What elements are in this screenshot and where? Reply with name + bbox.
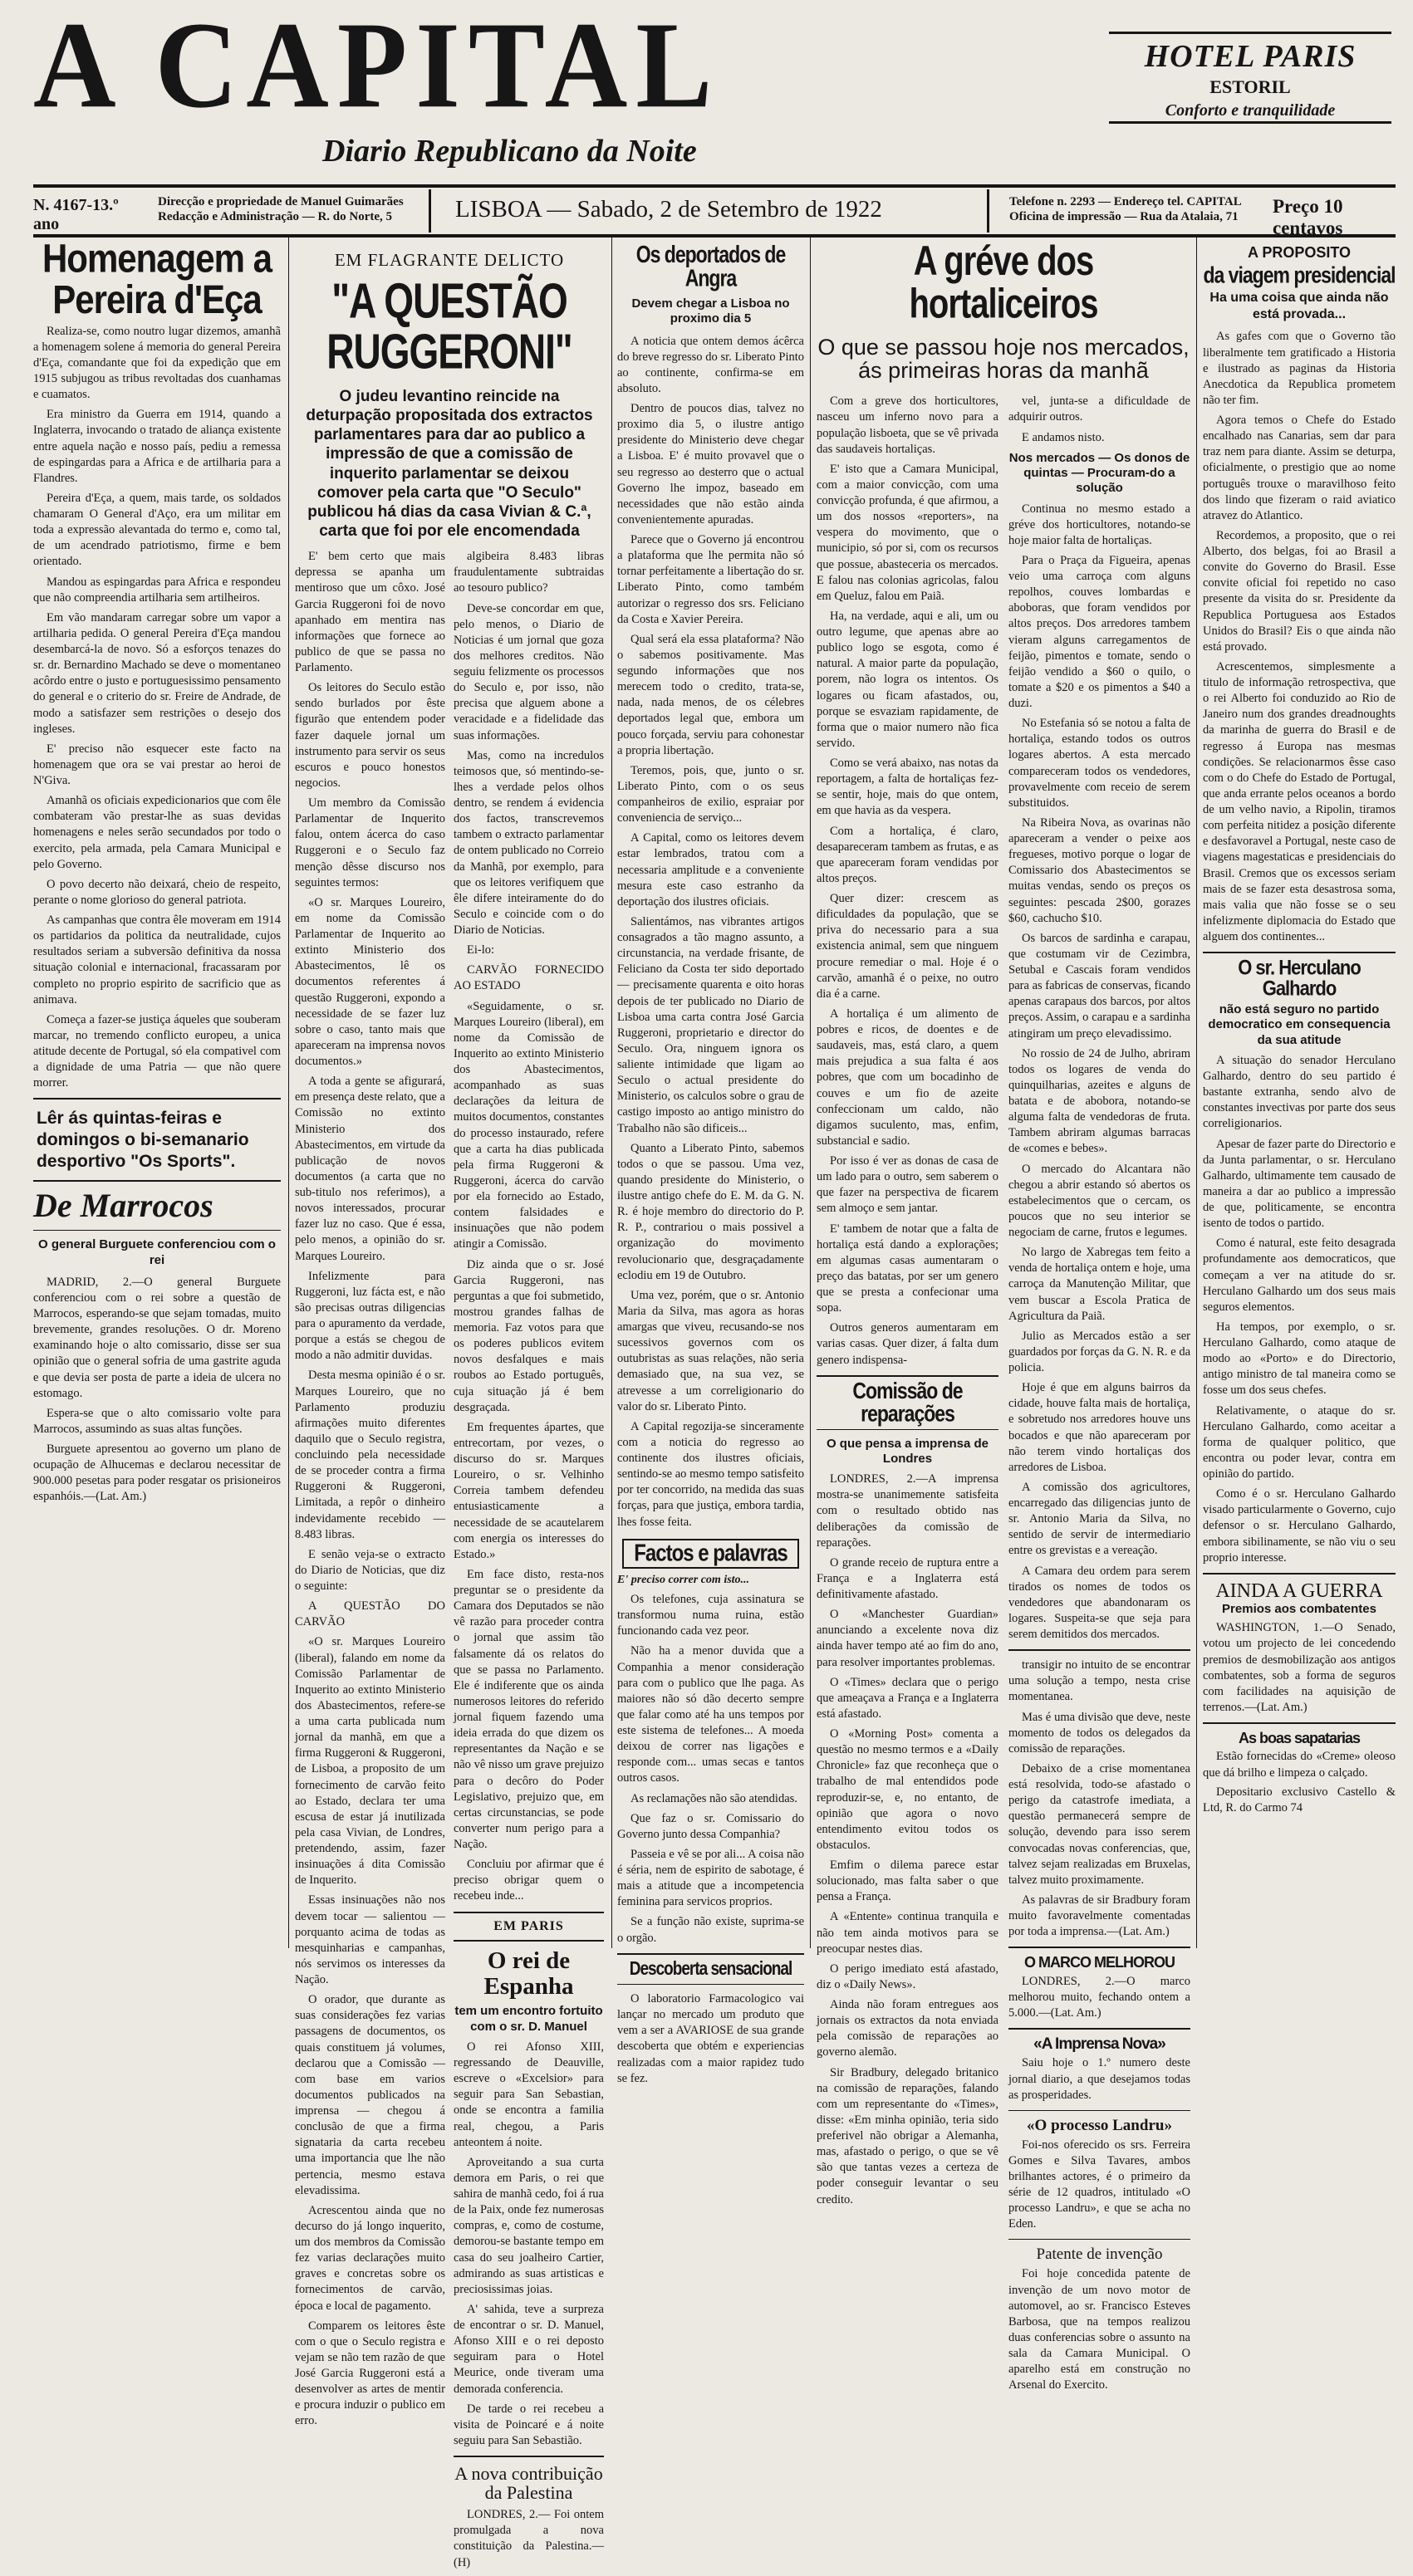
kicker-paris: EM PARIS: [493, 1918, 564, 1933]
deck-king-spain: tem um encontro fortuito com o sr. D. Manuel: [454, 2004, 603, 2034]
paragraph: Mas é uma divisão que deve, neste momento de todos os delegados da comissão de reparações.: [1008, 1710, 1190, 1756]
kicker-flagrante: EM FLAGRANTE DELICTO: [334, 250, 565, 270]
article-patente: Foi hoje concedida patente de invenção de um novo motor de automovel, ao sr. Francisco Esteves Barbosa, que na tempos realizou duas conferencias sobre o assunto na sala da Camara Municipal. O aparelho está em construção no Arsenal do Exercito.: [1008, 2267, 1190, 2392]
paragraph: O «Times» declara que o perigo que ameaçava a França e a Inglaterra está afastado.: [817, 1675, 998, 1721]
headline-galhardo: O sr. Herculano Galhardo: [1238, 955, 1361, 1002]
paragraph: CARVÃO FORNECIDO AO ESTADO: [454, 963, 604, 993]
rule: [454, 1940, 604, 1942]
paragraph: Concluiu por afirmar que é preciso obrigar quem o recebeu inde...: [454, 1858, 604, 1903]
deck-mercados: Nos mercados — Os donos de quintas — Procuram-do a solução: [1008, 450, 1190, 496]
paragraph: Que faz o sr. Comissario do Governo junto dessa Companhia?: [617, 1811, 804, 1841]
paragraph: «O sr. Marques Loureiro (liberal), falando em nome da Comissão Parlamentar de Inquerito ao extinto Ministerio dos Abastecimentos, refere-se a uma carta publicada num jornal da manhã, em que a firma Ruggeroni & Ruggeroni, de Lisboa, a proposito de um fornecimento de carvão feito ao Estado, declara ter uma escusa de estar já inutilizada pela casa Vivian, de Londres, pretendendo, assim, fazer insinuações á dita Comissão de Inquerito.: [295, 1635, 445, 1888]
headline-imprensa-nova: «A Imprensa Nova»: [1033, 2035, 1165, 2054]
rule: [1008, 2028, 1190, 2030]
rule: [33, 1098, 281, 1099]
paragraph: As gafes com que o Governo tão liberalmente tem gratificado a Historia e ilustrado as paginas da Historia Anecdotica da Republica prometem não ter fim.: [1203, 330, 1396, 407]
article-ruggeroni-right: [454, 549, 604, 2575]
paragraph: A hortaliça é um alimento de pobres e ricos, de doentes e de saudaveis, mas, está claro, a quem mais prejudica a sua falta é aos pobres, que com um bocadinho de couves e um fio de azeite confeccionam um caldo, não digamos suculento, mas, enfim, substancial e sadio.: [817, 1006, 998, 1148]
column-divider: [288, 238, 289, 1948]
paragraph: Realiza-se, como noutro lugar dizemos, amanhã a homenagem solene á memoria do general Pereira d'Eça, comandante que foi da expedição que em 1915 subjugou as tribus revoltadas dos cuanhamas e cuamatos.: [33, 324, 281, 402]
paragraph: Emfim o dilema parece estar solucionado, mas falta saber o que pensa a França.: [817, 1859, 998, 1904]
article-factos: [617, 1592, 804, 1947]
paragraph: Comparem os leitores êste com o que o Seculo registra e vejam se não tem razão de que José Garcia Ruggeroni está a desenvolver as artes de mentir e procura induzir o publico em erro.: [295, 2319, 445, 2428]
paragraph: Aproveitando a sua curta demora em Paris, o rei que sahira de manhã cedo, foi á rua de la Paix, onde fez numerosas compras, e, como de costume, demorou-se bastante tempo em casa do seu joalheiro Cartier, admirando as suas artisticas e preciosissimas joias.: [454, 2155, 604, 2296]
paragraph: Acrescentou ainda que no decurso do já longo inquerito, um dos membros da Comissão fez varias declarações muito graves e concretas sobre os fornecimentos de carvão, época e local de pagamento.: [295, 2203, 445, 2313]
article-guerra: WASHINGTON, 1.—O Senado, votou um projecto de lei concedendo premios de desmobilização aos antigos combatentes, sob a forma de seguros com facilidades na aquisição de terrenos.—(Lat. Am.): [1203, 1621, 1396, 1714]
paragraph: As campanhas que contra êle moveram em 1914 os partidarios da politica da neutralidade, cujos resultados seriam a subversão definitiva da nossa situação colonial e internacional, fracassaram por completo no proprio espirito de sacrificio que as animava.: [33, 913, 281, 1006]
rule: [33, 1230, 281, 1231]
paragraph: A QUESTÃO DO CARVÃO: [295, 1599, 445, 1629]
deck-greve: O que se passou hoje nos mercados, ás primeiras horas da manhã: [817, 334, 1190, 383]
paragraph: Dentro de poucos dias, talvez no proximo dia 5, o ilustre antigo presidente do Ministerio deve chegar a Lisboa. E' é muito provavel que o seu regresso ao desterro que o actual Governo lhe impoz, baseado em necessidades que não estão ainda convenientemente apuradas.: [617, 402, 804, 526]
paragraph: E' isto que a Camara Municipal, com a maior convicção, com uma convicção profunda, é que afirmou, a um dos nossos «reporters», na vespera do movimento, que o municipio, só por si, com os recursos que possue, abasteceria os mercados. E falou nas colonias agricolas, falou em Queluz, falou em Paiã.: [817, 462, 998, 603]
headline-reparacoes: Comissão de reparações: [852, 1377, 963, 1427]
paragraph: E' tambem de notar que a falta de hortaliça está dando a explorações; em algumas casas aumentaram o preço das batatas, por ser um genero que se presta a confecionar uma sopa.: [817, 1222, 998, 1315]
paragraph: O mercado do Alcantara não chegou a abrir estando só abertos os estabelecimentos que o cercam, os poucos que no seu interior se negociam de carne, frutos e legumes.: [1008, 1162, 1190, 1240]
hotel-advert-tagline: Conforto e tranquilidade: [1165, 101, 1336, 120]
paragraph: As reclamações não são atendidas.: [630, 1791, 797, 1805]
paragraph: Começa a fazer-se justiça áqueles que souberam marcar, no tremendo conflicto europeu, a unica atitude decente de Portugal, só ela compativel com a dignidade de uma Patria — que não quere morrer.: [33, 1012, 281, 1090]
paragraph: Em vão mandaram carregar sobre um vapor a artilharia pedida. O general Pereira d'Eça mandou desembarcá-la de novo. Só a esforços tenazes do sr. dr. Bernardino Machado se deve o momentaneo acôrdo entre o justo e portuguesissimo pensamento do general e o criterio do sr. Freire de Andrade, de modo a satisfazer sem restrições o desejo dos ingleses.: [33, 610, 281, 736]
paragraph: Recordemos, a proposito, que o rei Alberto, dos belgas, foi ao Brasil a convite do Governo do Brasil. Esse convite oficial foi repetido no caso presente da visita do sr. Presidente da Republica Portuguesa aos Estados Unidos do Brasil? Eis o que ainda não está provado.: [1203, 528, 1396, 654]
paragraph: Por isso é ver as donas de casa de um lado para o outro, sem saberem o que fazer na perspectiva de ficarem sem almoço e sem jantar.: [817, 1154, 998, 1216]
paragraph: A comissão dos agricultores, encarregado das diligencias junto de sr. Antonio Maria da Silva, no sentido de servir de intermediario entre os grevistas e a vereação.: [1008, 1480, 1190, 1558]
headline-greve: A gréve dos hortaliceiros: [909, 238, 1098, 327]
paragraph: Para o Praça da Figueira, apenas veio uma carroça com alguns repolhos, couves lombardas e aboboras, que foram vendidos por altos preços. Dos arredores tambem vieram alguns carregamentos de feijão, pimentos e tomate, sendo o feijão vendido a $60 o quilo, o tomate a $20 e os pimentos a $40 a duzi.: [1008, 553, 1190, 711]
paragraph: Uma vez, porém, que o sr. Antonio Maria da Silva, mas agora as horas amargas que viveu, recusando-se nos sucessivos governos com os outubristas as suas relações, não seria demasiado que, na sua vez, se atrevesse a um correligionario do valor do sr. Liberato Pinto.: [617, 1288, 804, 1413]
article-descoberta: O laboratorio Farmacologico vai lançar no mercado um produto que vem a ser a AVARIOSE de sua grande descoberta que obtém e experiencias realizadas com a maior rapidez tudo se fez.: [617, 1992, 804, 2085]
article-marco: LONDRES, 2.—O marco melhorou muito, fechando ontem a 5.000.—(Lat. Am.): [1008, 1974, 1190, 2020]
paragraph: O orador, que durante as suas considerações fez varias passagens de documentos, os quais constituem já volumes, declarou que a Comissão — com base em varios documentos publicados na imprensa — chegou á conclusão de que a firma signataria da carta recebeu uma importancia que lhe não pertencia, mesmo estava elevadissima.: [295, 1993, 445, 2197]
hotel-advert-name: HOTEL PARIS: [1144, 39, 1357, 74]
paragraph: Debaixo de a crise momentanea está resolvida, todo-se afastado o perigo da catastrofe imediata, a questão permanecerá sempre de solução, devendo para isso serem convocadas novas conferencias, que, talvez sejam realizadas em Bruxelas, talvez muito proximamente.: [1008, 1761, 1190, 1887]
paragraph: Como é o sr. Herculano Galhardo visado particularmente o Governo, cujo defensor o sr. Herculano Galhardo, embora sibilinamente, se não viu o seu proprio interesse.: [1203, 1487, 1396, 1565]
paragraph: De tarde o rei recebeu a visita de Poincaré e á noite seguiu para San Sebastião.: [454, 2402, 604, 2447]
column-pereira-deca: [33, 235, 281, 1946]
paragraph: transigir no intuito de se encontrar uma solução a tempo, nesta crise momentanea.: [1008, 1658, 1190, 1704]
paragraph: As palavras de sir Bradbury foram muito favoravelmente comentadas por toda a imprensa.—(Lat. Am.): [1008, 1893, 1190, 1939]
paragraph: Os barcos de sardinha e carapau, que costumam vir de Cezimbra, Setubal e Cascais foram vendidos para as fabricas de conservas, ficando apenas carapaus dos barcos, por altos preços. Assim, o carapau e a sardinha atingiram um preço elevadissimo.: [1008, 931, 1191, 1041]
paragraph: Hoje é que em alguns bairros da cidade, houve falta mais de hortaliça, e sobretudo nos arredores houve uns bocados e que não apareceram por não terem vindo hortaliças dos arredores de Lisboa.: [1008, 1381, 1190, 1474]
hotel-advert-place: ESTORIL: [1209, 76, 1291, 97]
paragraph: Como se verá abaixo, nas notas da reportagem, a falta de hortaliças fez-se sentir, hoje, mais do que ontem, em que havia as da vespera.: [817, 757, 998, 818]
headline-palestine: A nova contribuição da Palestina: [454, 2463, 603, 2504]
direction-line: [158, 194, 424, 224]
paragraph: O rei Afonso XIII, regressando de Deauville, escreve o «Excelsior» para seguir para San Sebastian, onde se encontra a familia real, chegou, a Paris anteontem á noite.: [454, 2040, 604, 2149]
paragraph: Ha, na verdade, aqui e ali, um ou outro legume, que apenas abre ao publico logo se esgota, como é natural. A maior parte da população, porem, não logra os intentos. Os logares ou ficam afastados, ou, porque se esvaziam rapidamente, de forma que o maior numero não fica servido.: [817, 609, 998, 750]
rule: [617, 1953, 804, 1955]
paragraph: Acrescentemos, simplesmente a titulo de informação retrospectiva, que o rei Alberto foi conduzido ao Rio de Janeiro num dos grandes dreadnoughts da marinha de guerra do Brasil e de regresso á Europa nas mesmas condições. Se relacionarmos êsse caso com o do Chefe do Estado de Portugal, que anda errante pelos oceanos a bordo de um velho navio, a Ripolin, tiramos com perfeita nitidez a posição diferente e desfavoravel a Portugal, neste caso de viagens magestaticas e presidenciais do Brasil. Cremos que os excessos seriam mais de se fazer esta desastrosa soma, mais valia que não fosse se o seu infelizmente diplomacia do Estado que alguem dos continentes...: [1203, 659, 1396, 944]
deck-guerra: Premios aos combatentes: [1222, 1602, 1376, 1617]
rule: [817, 1429, 998, 1430]
dateline: LISBOA — Sabado, 2 de Setembro de 1922: [455, 196, 882, 223]
paragraph: A «Entente» continua tranquila e não tem ainda motivos para se preocupar nestes dias.: [817, 1910, 998, 1956]
paragraph: Essas insinuações não nos devem tocar — salientou — porquanto acima de todas as mesquinharias e campanhas, nós servimos os interesses da Nação.: [295, 1893, 445, 1987]
contact-line: [1009, 194, 1267, 224]
paragraph: E' bem certo que mais depressa se apanha um mentiroso que um côxo. José Garcia Ruggeroni foi de novo apanhado em mentira nas informações que fornece ao publico de que se passa no Parlamento.: [295, 550, 445, 675]
paragraph: «O sr. Marques Loureiro, em nome da Comissão Parlamentar de Inquerito ao extinto Ministerio dos Abastecimentos, lê os documentos referentes á questão Ruggeroni, expondo a necessidade de se fazer luz sobre o caso, tanto mais que apareceram na imprensa novos documentos.»: [295, 895, 445, 1069]
article-king-spain: [454, 2040, 604, 2449]
paragraph: Burguete apresentou ao governo um plano de ocupação de Alhucemas e declarou necessitar de 900.000 pesetas para poder resgatar os prisioneiros espanhóis.—(Lat. Am.): [33, 1442, 281, 1504]
article-morocco: [33, 1275, 281, 1506]
paragraph: A' sahida, teve a surpreza de encontrar o sr. D. Manuel, Afonso XIII e o rei deposto seguiram para o Hotel Meurice, onde tiveram uma demorada conferencia.: [454, 2302, 604, 2396]
column-greve: [817, 238, 1191, 2392]
hotel-advert: [1109, 32, 1391, 133]
headline-descoberta: Descoberta sensacional: [629, 1958, 792, 1980]
info-divider: [429, 189, 431, 233]
paragraph: A situação do senador Herculano Galhardo, dentro do seu partido é bastante extranha, sendo alvo de constantes invectivas por parte dos seus correligionarios.: [1203, 1053, 1396, 1131]
deck-galhardo: não está seguro no partido democratico em consequencia da sua atitude: [1208, 1002, 1391, 1047]
article-greve-continued: [1008, 394, 1190, 445]
paragraph: Os telefones, cuja assinatura se transformou numa ruina, estão funcionando cada vez peor.: [617, 1593, 804, 1638]
paragraph: Era ministro da Guerra em 1914, quando a Inglaterra, invocando o tratado de aliança existente entre aquela nação e nosso país, pediu a remessa de espingardas para a Africa e de artilharia para a Flandres.: [33, 408, 281, 485]
paragraph: Apesar de fazer parte do Directorio e da Junta parlamentar, o sr. Herculano Galhardo, ultimamente tem causado de maneira a dar ao publico a impressão de que, politicamente, se encontra isento de todos o partido.: [1203, 1137, 1396, 1231]
headline-pereira-deca: Homenagem a Pereira d'Eça: [42, 235, 272, 322]
article-deportados: [617, 334, 804, 1530]
article-viagem: [1203, 329, 1396, 945]
article-pereira-deca: [33, 324, 281, 1092]
paragraph: Sir Bradbury, delegado britanico na comissão de reparações, falando com um representante do «Times», disse: «Em minha opinião, teria sido preferivel não obrigar a Alemanha, mas, afastado o perigo, o que se vê são que tantas vezes a certeza de poder conseguir levantar o seu credito.: [817, 2065, 998, 2206]
paragraph: Quanto a Liberato Pinto, sabemos todos o que se passou. Uma vez, quando presidente do Ministerio, o ilustre antigo chefe do E. M. da G. N. R. é hoje membro do directorio do P. R. P., contrariou o mais possivel a organização do movimento revolucionario que, desgraçadamente eclodiu em 19 de Outubro.: [617, 1141, 804, 1282]
paragraph: Deve-se concordar em que, pelo menos, o Diario de Noticias é um jornal que goza dos melhores creditos. Não seguiu felizmente os processos do Seculo e, por isso, não precisa que alguem abone a veracidade e a fidelidade das suas informações.: [454, 601, 604, 742]
headline-deportados: Os deportados de Angra: [635, 240, 786, 292]
paragraph: Agora temos o Chefe do Estado encalhado nas Canarias, sem dar para traz nem para diante. Assim se deturpa, oficialmente, o prestigio que ao nome português trouxe o maravilhoso feito dos lindo que fizeram o raid aviatico atravez do Atlantico.: [1203, 414, 1396, 522]
paragraph: Como é natural, este feito desagrada profundamente aos democraticos, que começam a ver na atitude do sr. Herculano Galhardo um dos seus mais seguros elementos.: [1203, 1237, 1396, 1314]
masthead-subtitle: Diario Republicano da Noite: [322, 134, 697, 169]
direction-text: Direcção e propriedade de Manuel Guimarães: [158, 195, 404, 208]
column-divider: [611, 238, 612, 1948]
paragraph: Salientámos, nas vibrantes artigos consagrados a tão magno assunto, a circunstancia, na verdade frisante, de Feliciano da Costa ter sido deportado — precisamente quarenta e oito horas depois de ter publicado no Diario de Lisboa uma carta contra José Garcia Ruggeroni, proprietario e director do Seculo. Ora, ninguem ignora os saliente intimidade que ligam ao Seculo o actual presidente do Ministerio, os calculos sobre o grau de castigo imposto ao antigo ministro do Trabalho não são dificeis...: [617, 914, 804, 1135]
headline-viagem: da viagem presidencial: [1203, 262, 1396, 288]
paragraph: O perigo imediato está afastado, diz o «Daily News».: [817, 1961, 998, 1991]
rule: [33, 1180, 281, 1182]
article-reparacoes-continued: [1008, 1658, 1190, 1940]
kicker-proposito: A PROPOSITO: [1247, 244, 1352, 261]
paragraph: Em frequentes ápartes, que entrecortam, por vezes, o discurso do sr. Marques Loureiro, o sr. Velhinho Correia tambem defendeu entusiasticamente a necessidade de se acautelarem com energia os interesses do Estado.»: [454, 1420, 604, 1561]
paragraph: Diz ainda que o sr. José Garcia Ruggeroni, nas perguntas a que foi submetido, mostrou grandes falhas de memoria. Faz votos para que os poderes publicos evitem novos desfalques e mais roubos ao Estado português, cuja situação já é bem desgraçada.: [454, 1257, 604, 1414]
paragraph: A Camara deu ordem para serem tirados os nomes de todos os vendedores que abandonaram os logares. Suspeita-se que seja para serem demitidos dos mercados.: [1008, 1564, 1190, 1642]
paragraph: Ei-lo:: [467, 943, 495, 957]
rule: [1008, 1649, 1190, 1651]
rule: [1008, 2110, 1190, 2111]
deck-deportados: Devem chegar a Lisboa no proximo dia 5: [631, 296, 790, 326]
paragraph: O «Morning Post» comenta a questão no mesmo termos e a «Daily Chronicle» faz que reconheça que o trabalho de mal entendidos pode reproduzir-se, e, no entanto, de opinião que agora o novo entendimento evitou todos os obstaculos.: [817, 1727, 998, 1852]
headline-ruggeroni: "A QUESTÃO RUGGERONI": [326, 272, 572, 380]
article-sapatarias: Estão fornecidas do «Creme» oleoso que dá brilho e limpeza o calçado.: [1203, 1750, 1396, 1780]
headline-factos: Factos e palavras: [634, 1539, 787, 1567]
sapatarias-depot: Depositario exclusivo Castello & Ltd, R. do Carmo 74: [1203, 1785, 1396, 1814]
paragraph: No rossio de 24 de Julho, abriram todos os logares de venda do quinquilharias, azeites e alguns de batata e de abobora, notando-se alguma falta de vendedoras de fruta. Tambem abriram algumas barracas de «comes e bebes».: [1008, 1046, 1190, 1156]
paragraph: O «Manchester Guardian» anunciando a excelente nova diz ainda haver tempo até ao fim do ano, para resolver importantes problemas.: [817, 1608, 998, 1669]
deck-reparacoes: O que pensa a imprensa de Londres: [826, 1436, 989, 1466]
paragraph: Não ha a menor duvida que a Companhia a menor consideração para com o publico que lhe paga. As maiores não só dão decerto sempre que falar como até ha uns tempos por este sistema de telefones... A moeda deixou de correr nas ligações e responde com... umas secas e tantos outros casos.: [617, 1644, 804, 1785]
paragraph: No Estefania só se notou a falta de hortaliça, estando todos os outros logares abertos. A esta mercado compareceram todos os vendedores, provavelmente com receio de serem substituidos.: [1008, 717, 1190, 810]
paragraph: Pereira d'Eça, a quem, mais tarde, os soldados chamaram O General d'Aço, era um militar em toda a expressão alevantada do termo e, como tal, de um acendrado patriotismo, firme e bem orientado.: [33, 491, 281, 569]
column-deportados: [617, 239, 804, 2085]
phone-text: Telefone n. 2293 — Endereço tel. CAPITAL: [1009, 195, 1242, 208]
paragraph: Mandou as espingardas para Africa e respondeu que não compreendia artilharia sem artilheiros.: [33, 575, 281, 605]
paragraph: Infelizmente para Ruggeroni, luz fácta est, e não são precisas outras diligencias para o apuramento da verdade, porque a estás se chegou de modo a não admitir duvidas.: [295, 1269, 445, 1363]
paragraph: A noticia que ontem demos ácêrca do breve regresso do sr. Liberato Pinto ao continente, confirma-se em absoluto.: [617, 334, 804, 395]
rule: [817, 1375, 998, 1377]
top-rule: [33, 184, 1396, 188]
article-imprensa-nova: Saiu hoje o 1.º numero deste jornal diario, a que desejamos todas as prosperidades.: [1008, 2056, 1190, 2102]
article-palestine: LONDRES, 2.— Foi ontem promulgada a nova constituição da Palestina.—(H): [454, 2508, 604, 2569]
paragraph: A Capital, como os leitores devem estar lembrados, tratou com a necessaria amplitude e a conveniente mesura este caso estranho da deportação dos ilustres oficiais.: [617, 831, 804, 908]
paragraph: LONDRES, 2.—A imprensa mostra-se unanimemente satisfeita com o resultado obtido nas deliberações da comissão de reparações.: [817, 1472, 998, 1550]
paragraph: Com a greve dos horticultores, nasceu um inferno novo para a população lisboeta, que se vê privada das saudaveis hortaliças.: [817, 394, 998, 456]
printing-text: Oficina de impressão — Rua da Atalaia, 71: [1009, 210, 1239, 223]
headline-sapatarias: As boas sapatarias: [1238, 1730, 1361, 1747]
redaction-text: Redacção e Administração — R. do Norte, 5: [158, 210, 393, 223]
paragraph: E' preciso não esquecer este facto na homenagem que ora se vai prestar ao heroi de N'Giva.: [33, 742, 281, 788]
article-greve-left: [817, 394, 998, 2397]
paragraph: Se a função não existe, suprima-se o orgão.: [617, 1915, 804, 1945]
paragraph: No largo de Xabregas tem feito a venda de hortaliça ontem e hoje, uma carroça da Manutenção Militar, que vem buscar a Escola Pratica de Agricultura da Paiã.: [1008, 1246, 1190, 1323]
article-mercados: [1008, 502, 1190, 1643]
rule: [454, 2456, 604, 2457]
article-greve-body: [817, 394, 998, 1368]
headline-patente: Patente de invenção: [1036, 2245, 1163, 2264]
paragraph: E senão veja-se o extracto do Diario de Noticias, que diz o seguinte:: [295, 1547, 445, 1594]
deck-morocco: O general Burguete conferenciou com o rei: [38, 1237, 276, 1267]
paragraph: Na Ribeira Nova, as ovarinas não apareceram a vender o peixe aos fregueses, motivo porque o logar de Comissario dos Abastecimentos se muitas vendas, sendo os preços os seguintes: pescada 2$00, gorazes $60, cachucho $10.: [1008, 815, 1190, 925]
paragraph: Com a hortaliça, é claro, desapareceram tambem as frutas, e as que apareceram foram vendidas por altos preços.: [817, 824, 998, 885]
headline-landru: «O processo Landru»: [1027, 2116, 1172, 2134]
info-divider: [987, 189, 989, 233]
price: Preço 10 centavos: [1273, 196, 1343, 238]
paragraph: A toda a gente se afigurará, em presença deste relato, que a Comissão no extinto Ministerio dos Abastecimentos, em virtude da publicação de novos documentos (a carta que no sub-titulo nos referimos), a novos interessados, procurar fazer luz no caso. Que é essa, pelo menos, a opinião do sr. Marques Loureiro.: [295, 1075, 445, 1263]
paragraph: Julio as Mercados estão a ser guardados por forças da G. N. R. e da policia.: [1008, 1329, 1190, 1375]
paragraph: Mas, como na incredulos teimosos que, só mentindo-se-lhes a verdade pelos olhos dentro, se rendem á evidencia dos factos, transcrevemos tambem o extracto parlamentar de ontem publicado no Correio da Manhã, por exemplo, para que os leitores verifiquem que êle difere inteiramente do do Seculo e coincide com o do Diario de Noticias.: [454, 748, 604, 938]
paragraph: Espera-se que o alto comissario volte para Marrocos, assumindo as suas altas funções.: [33, 1406, 281, 1436]
headline-morocco: De Marrocos: [33, 1187, 213, 1225]
article-ruggeroni-left: [295, 549, 445, 2575]
paragraph: O povo decerto não deixará, cheio de respeito, perante o nome glorioso do general patriota.: [33, 877, 281, 907]
paragraph: Continua no mesmo estado a gréve dos horticultores, notando-se hoje maior falta de hortaliças.: [1008, 502, 1190, 547]
paragraph: Parece que o Governo já encontrou a plataforma que lhe permita não só tornar perfeitamente a libertação do sr. Liberato Pinto, como também autorizar o regresso dos srs. Feliciano da Costa e Xavier Pereira.: [617, 533, 804, 626]
paragraph: Amanhã os oficiais expedicionarios que com êle combateram vão prestar-lhe as suas devidas homenagens e neles serão secundados por todo o exercito, pela armada, pela Camara Municipal e pelo Governo.: [33, 794, 281, 871]
headline-marco: O MARCO MELHOROU: [1024, 1954, 1175, 1971]
paragraph: O grande receio de ruptura entre a França e a Inglaterra está definitivamente afastado.: [817, 1555, 998, 1602]
paragraph: Relativamente, o ataque do sr. Herculano Galhardo, como aceitar a forma de qualquer politico, que encontra ou poder levar, contra em opinião do partido.: [1203, 1403, 1396, 1481]
paragraph: Desta mesma opinião é o sr. Marques Loureiro, que no Parlamento produziu afirmações muito diferentes daquilo que o Seculo registra, concluindo pela necessidade de se proceder contra a firma Ruggeroni & Ruggeroni, Limitada, a repôr o dinheiro indevidamente recebido — 8.483 libras.: [295, 1369, 445, 1541]
rule: [1008, 2239, 1190, 2240]
masthead-title: A CAPITAL: [33, 0, 721, 134]
article-landru: Foi-nos oferecido os srs. Ferreira Gomes e Silva Tavares, ambos brilhantes actores, é o primeiro da série de 12 quadros, intitulado «O processo Landru», e que se acha no Eden.: [1008, 2138, 1190, 2231]
rule: [1203, 952, 1396, 953]
paragraph: E andamos nisto.: [1022, 430, 1105, 444]
article-ruggeroni-body: [454, 549, 604, 1904]
deck-ruggeroni: O judeu levantino reincide na deturpação propositada dos extractos parlamentares para dar ao publico a impressão de que a comissão de inquerito parlamentar se deixou comover pela carta que "O Seculo" publicou há dias da casa Vivian & C.ª, carta que foi por ele encomendada: [306, 387, 593, 541]
issue-number: N. 4167-13.º ano: [33, 196, 119, 233]
rule: [1008, 1947, 1190, 1948]
paragraph: Um membro da Comissão Parlamentar de Inquerito falou, ontem ácerca do caso Ruggeroni e o Seculo faz menção dêsse discurso nos seguintes termos:: [295, 796, 445, 889]
rule: [617, 1984, 804, 1985]
column-ruggeroni: [295, 239, 604, 2569]
deck-viagem: Ha uma coisa que ainda não está provada...: [1209, 291, 1389, 321]
paragraph: algibeira 8.483 libras fraudulentamente subtraidas ao tesouro publico?: [454, 550, 604, 595]
column-divider: [810, 238, 811, 1948]
column-divider: [1196, 238, 1197, 1948]
column-viagem: [1203, 239, 1396, 1946]
sports-notice: Lêr ás quintas-feiras e domingos o bi-semanario desportivo "Os Sports".: [37, 1109, 249, 1171]
article-galhardo: [1203, 1053, 1396, 1566]
headline-guerra: AINDA A GUERRA: [1215, 1579, 1383, 1602]
paragraph: MADRID, 2.—O general Burguete conferenciou com o rei sobre a questão de Marrocos, esperando-se que sejam tomadas, muito brevemente, grandes resoluções. O dr. Moreno examinando hoje o alto comissario, disse ser sua opinião que o general sofria de uma gastrite aguda e que devia ser posta de parte a ideia de ulcera no estomago.: [33, 1275, 281, 1400]
rule: [454, 1912, 604, 1913]
box-factos: [622, 1539, 799, 1569]
paragraph: Teremos, pois, que, junto o sr. Liberato Pinto, com o os seus companheiros de exilio, espraiar por conveniencia de serviço...: [617, 763, 804, 825]
paragraph: Os leitores do Seculo estão sendo burlados por êste figurão que entendem poder fazer daquele jornal um instrumento para servir os seus escuros e pouco honestos negocios.: [295, 681, 445, 790]
rule: [1203, 1722, 1396, 1724]
paragraph: Ha tempos, por exemplo, o sr. Herculano Galhardo, como ataque de modo ao «Porto» e do Directorio, antigo ministro de tal maneira como se fosse um dos seus chefes.: [1203, 1320, 1396, 1398]
article-greve-right: [1008, 394, 1190, 2397]
kicker-factos: E' preciso correr com isto...: [617, 1574, 750, 1587]
paragraph: A Capital regozija-se sinceramente com a noticia do regresso ao continente dos ilustres oficiais, sentindo-se ao mesmo tempo satisfeito por ter concorrido, na medida das suas forças, para que justiça, embora tardia, lhes fosse feita.: [617, 1419, 804, 1529]
paragraph: Quer dizer: crescem as dificuldades da população, que se priva do necessario para a sua existencia animal, sem que ninguem procure remediar o mal. Hoje é o carvão, amanhã é o peixe, no outro dia é a carne.: [817, 892, 998, 1001]
paragraph: vel, junta-se a dificuldade de adquirir outros.: [1008, 394, 1190, 424]
rule: [1203, 1573, 1396, 1574]
headline-king-spain: O rei de Espanha: [483, 1947, 574, 2000]
paragraph: Outros generos aumentaram em varias casas. Quer dizer, á falta dum genero indispensa-: [817, 1321, 998, 1367]
paragraph: Passeia e vê se por ali... A coisa não é séria, nem de espirito de sabotage, é mais a atitude que a incompetencia feminina para servicos proprios.: [617, 1847, 804, 1909]
paragraph: Qual será ela essa plataforma? Não o sabemos positivamente. Mas segundo informações que nos merecem todo o credito, trata-se, nada, nada menos, de os célebres deportados legal que, embora um pouco forçada, serviu para cohonestar a propria libertação.: [617, 632, 804, 757]
paragraph: Ainda não foram entregues aos jornais os extractos da nota enviada pela comissão de reparações ao governo alemão.: [817, 1998, 998, 2059]
paragraph: «Seguidamente, o sr. Marques Loureiro (liberal), em nome da Comissão de Inquerito ao extinto Ministerio dos Abastecimentos, acompanhado as suas declarações da leitura de muitos documentos, constantes do processo instaurado, refere que a carta ha dias publicada pela firma Ruggeroni & Ruggeroni, ácerca do carvão por ela fornecido ao Estado, contem falsidades e insinuações que não podem atingir a Comissão.: [454, 999, 604, 1251]
article-reparacoes: [817, 1472, 998, 2208]
paragraph: Em face disto, resta-nos preguntar se o presidente da Camara dos Deputados se não vê razão para proceder contra o jornal que assim tão falsamente dá os relatos do que se passa no Parlamento. Ele é indiferente que os ainda numerosos leitores do referido jornal fiquem fazendo uma ideia errada do que dizem os representantes da Nação e se não vê nisso um grave prejuizo para o decôro do Poder Legislativo, prejuizo que, em certas circunstancias, se pode converter num perigo para a Nação.: [454, 1567, 604, 1852]
